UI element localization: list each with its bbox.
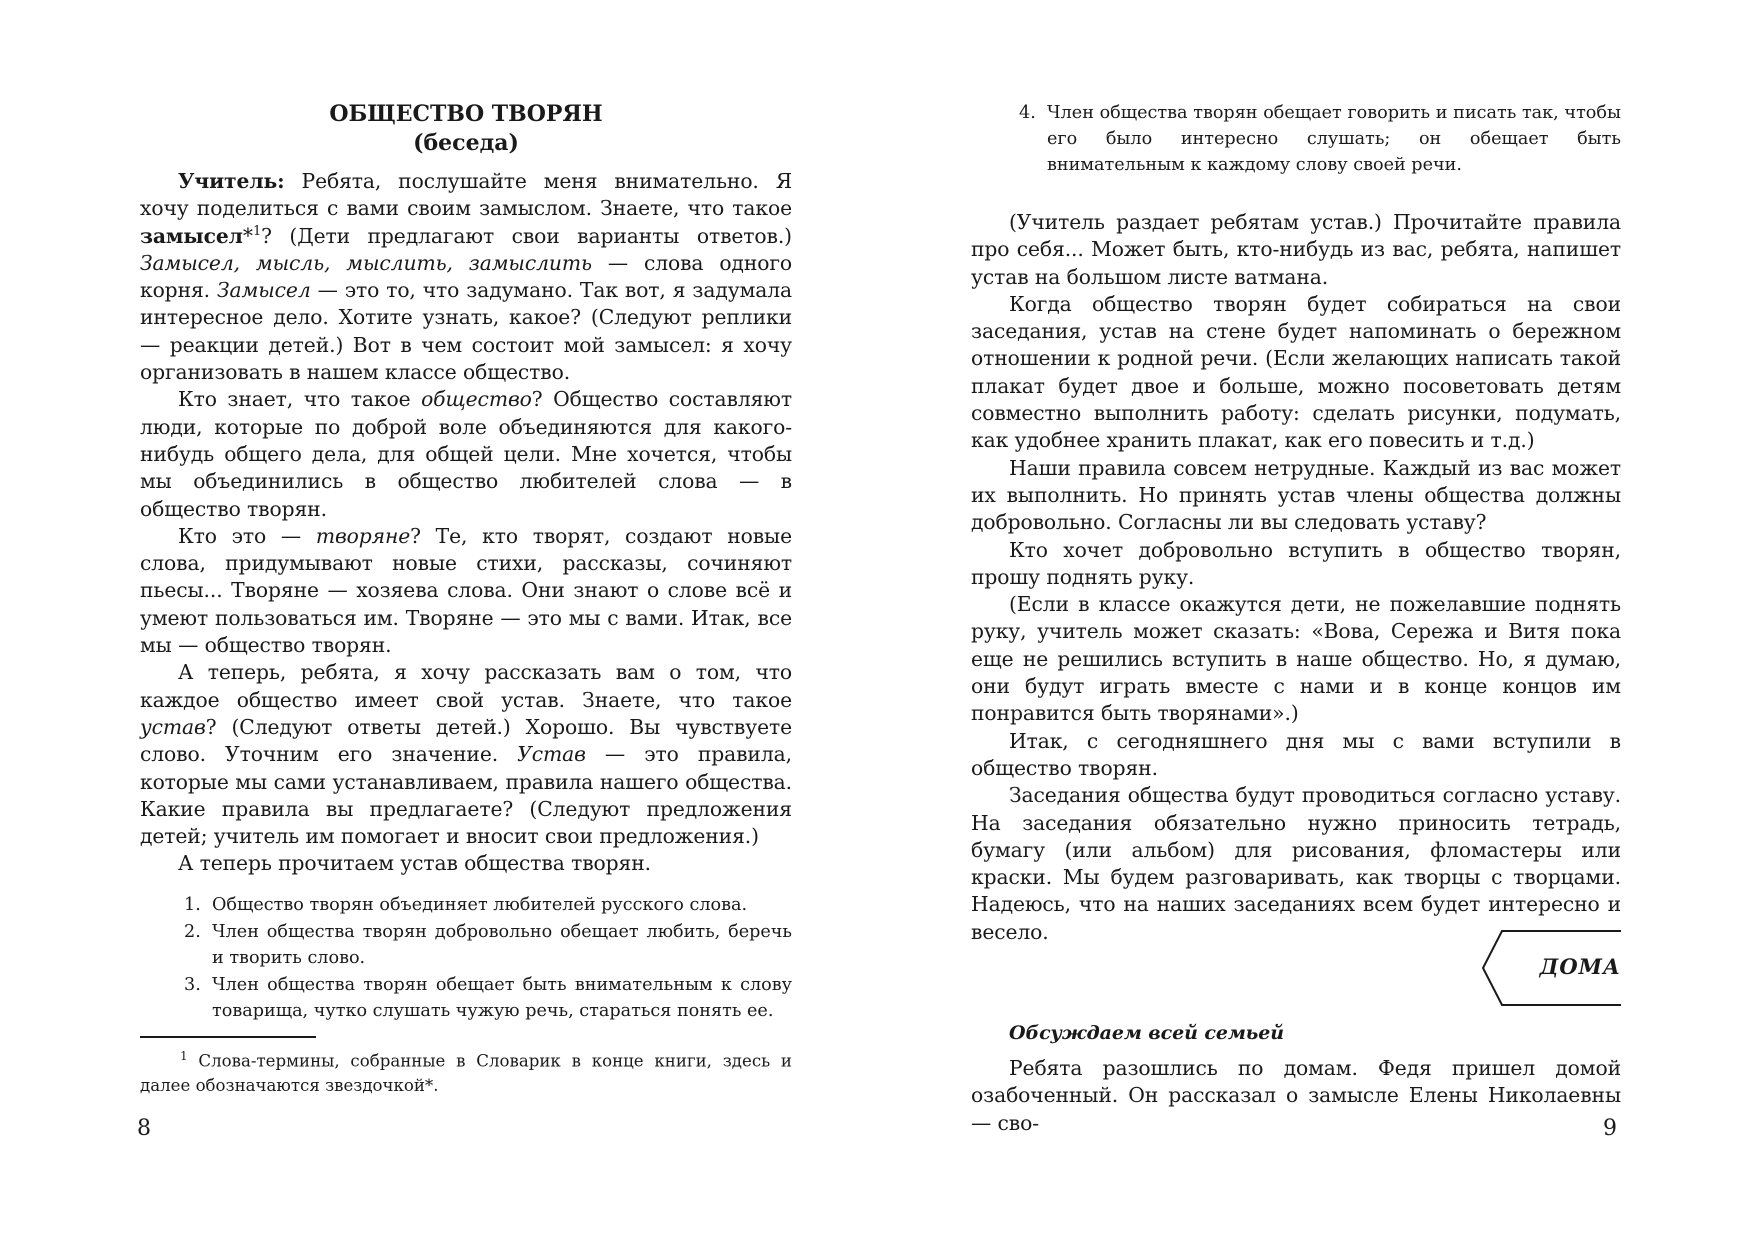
list-item: 1. Общество творян объединяет любителей русского слова. xyxy=(184,894,748,915)
home-label: ДОМА xyxy=(1539,954,1621,979)
speaker-label: Учитель: xyxy=(178,169,285,193)
left-column xyxy=(140,100,792,1025)
page-number-left: 8 xyxy=(137,1116,151,1141)
paragraph-society: Кто знает, что такое общество? Общество составляют люди, которые по доброй воле объединяются для какого-нибудь общего дела, для общей цели. Мне хочется, чтобы мы объединились в общество любителей слова — в общество творян. xyxy=(140,387,792,521)
rules-list xyxy=(140,892,792,1024)
subtitle-text: (беседа) xyxy=(413,130,519,156)
paragraph-teacher-intro: Учитель: Ребята, послушайте меня внимательно. Я хочу поделиться с вами своим замыслом. Знаете, что такое замысел*$^1$? (Дети предлагают свои варианты ответов.) Замысел, мысль, мыслить, замыслить — слова одного корня. Замысел — это то, что задумано. Так вот, я задумала интересное дело. Хотите узнать, какое? (Следуют реплики — реакции детей.) Вот в чем состоит мой замысел: я хочу организовать в нашем классе общество. xyxy=(140,169,793,385)
title-text: ОБЩЕСТВО ТВОРЯН xyxy=(329,101,603,127)
paragraph-joined: Итак, с сегодняшнего дня мы с вами вступили в общество творян. xyxy=(971,728,1621,780)
title-block xyxy=(140,100,792,158)
paragraph-distribute: (Учитель раздает ребятам устав.) Прочитайте правила про себя... Может быть, кто-нибудь из вас, ребята, напишет устав на большом листе ватмана. xyxy=(971,210,1621,289)
paragraph-not-joined: (Если в классе окажутся дети, не пожелавшие поднять руку, учитель может сказать: «Вова, Сережа и Витя пока еще не решились вступить в наше общество. Но, я думаю, они будут играть вместе с нами и в конце концов им понравится быть творянами».) xyxy=(971,592,1621,726)
footnote-ref: 1 xyxy=(252,223,262,239)
list-item: 4. Член общества творян обещает говорить и писать так, чтобы его было интересно слушать; он обещает быть внимательным к каждому слову своей речи. xyxy=(1019,103,1621,175)
list-item: 3. Член общества творян обещает быть внимательным к слову товарища, чутко слушать чужую речь, стараться понять ее. xyxy=(184,974,792,1021)
page-number-right: 9 xyxy=(1603,1116,1617,1141)
right-page xyxy=(877,0,1755,1240)
paragraph-rules-easy: Наши правила совсем нетрудные. Каждый из вас может их выполнить. Но принять устав члены общества должны добровольно. Согласны ли вы следовать уставу? xyxy=(971,455,1621,535)
paragraph-home-story: Ребята разошлись по домам. Федя пришел домой озабоченный. Он рассказал о замысле Елены Николаевны — сво- xyxy=(971,1056,1621,1135)
paragraph-raise-hand: Кто хочет добровольно вступить в общество творян, прошу поднять руку. xyxy=(971,537,1621,589)
paragraph-ustav: А теперь, ребята, я хочу рассказать вам о том, что каждое общество имеет свой устав. Знаете, что такое устав? (Следуют ответы детей.) Хорошо. Вы чувствуете слово. Уточним его значение. Устав — это правила, которые мы сами устанавливаем, правила нашего общества. Какие правила вы предлагаете? (Следуют предложения детей; учитель им помогает и вносит свои предложения.) xyxy=(140,660,792,849)
footnote: $^1$ Слова-термины, собранные в Словарик в конце книги, здесь и далее обозначаются звездочкой*. xyxy=(140,1049,792,1095)
home-section xyxy=(971,1020,1621,1137)
footnote-number: 1 xyxy=(180,1049,188,1063)
rules-list-continued xyxy=(971,100,1621,178)
paragraph-read-ustav: А теперь прочитаем устав общества творян. xyxy=(178,851,651,876)
right-column xyxy=(971,100,1621,946)
paragraph-meetings: Когда общество творян будет собираться на свои заседания, устав на стене будет напоминать о бережном отношении к родной речи. (Если желающих написать такой плакат будет двое и больше, можно посоветовать детям совместно выполнить работу: сделать рисунки, подумать, как удобнее хранить плакат, как его повесить и т.д.) xyxy=(971,291,1621,453)
subheading: Обсуждаем всей семьей xyxy=(1009,1022,1284,1044)
footnote-divider xyxy=(140,1036,316,1038)
term-zamysel: замысел xyxy=(140,223,243,248)
paragraph-sessions: Заседания общества будут проводиться согласно уставу. На заседания обязательно нужно приносить тетрадь, бумагу (или альбом) для рисования, фломастеры или краски. Мы будем разговаривать, как творцы с творцами. Надеюсь, что на наших заседаниях всем будет интересно и весело. xyxy=(971,783,1621,944)
home-section-tag xyxy=(1482,930,1621,1006)
list-item: 2. Член общества творян добровольно обещает любить, беречь и творить слово. xyxy=(184,921,792,968)
left-page xyxy=(0,0,877,1240)
page-title xyxy=(140,100,792,158)
paragraph-tvoryane: Кто это — творяне? Те, кто творят, создают новые слова, придумывают новые стихи, рассказы, сочиняют пьесы... Творяне — хозяева слова. Они знают о слове всё и умеют пользоваться им. Творяне — это мы с вами. Итак, все мы — общество творян. xyxy=(140,523,793,658)
